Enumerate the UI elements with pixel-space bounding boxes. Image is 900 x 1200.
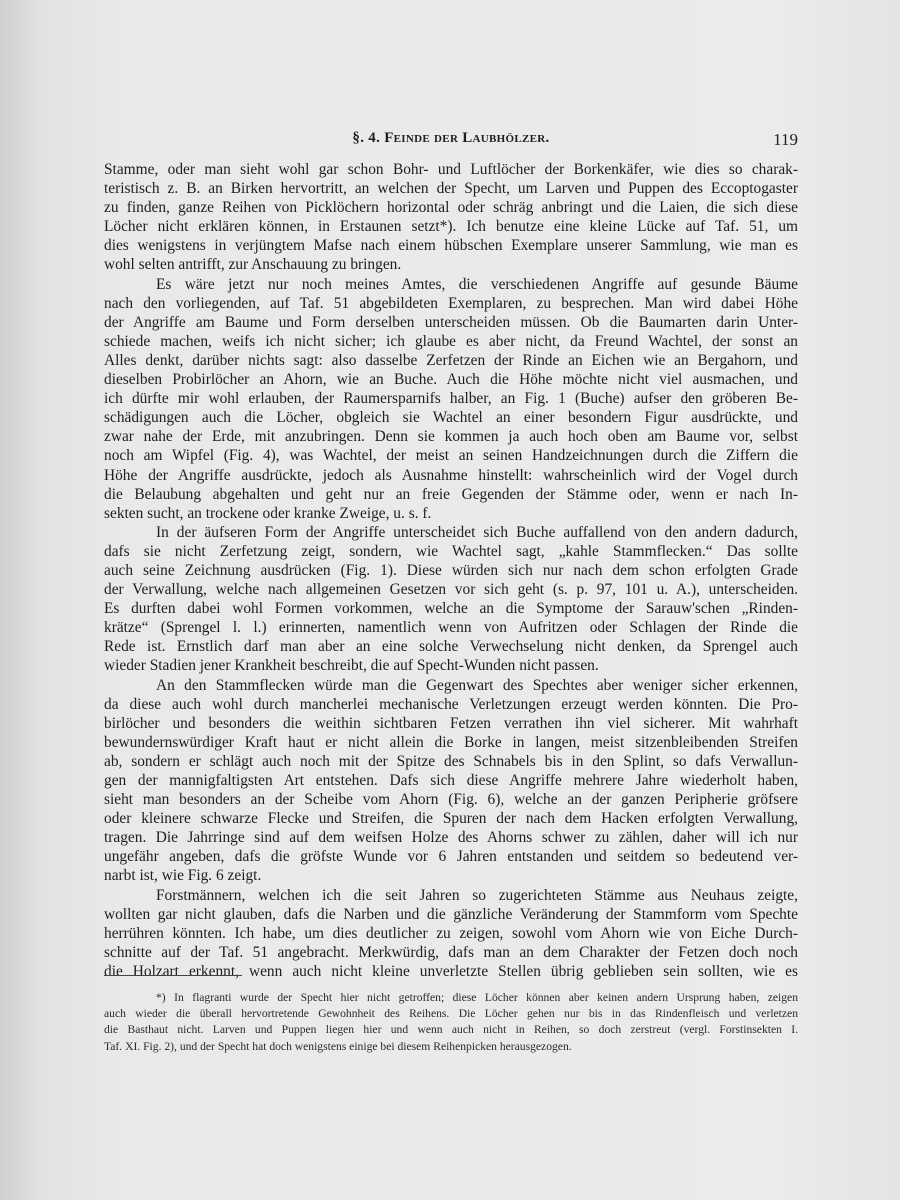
text-line: wohl selten antrifft, zur Anschauung zu bringen. [104, 256, 402, 274]
footnote-line: die Basthaut nicht. Larven und Puppen liegen hier und wenn auch nicht in Reihen, so doch zerstreut (vergl. Forstinsekten I. [104, 1023, 798, 1037]
text-line: ich dürfte mir wohl erlauben, der Raumersparnifs halber, an Fig. 1 (Buche) aufser den gröberen Be- [104, 390, 798, 408]
text-line: Forstmännern, welchen ich die seit Jahren so zugerichteten Stämme aus Neuhaus zeigte, [156, 886, 798, 904]
text-line: In der äufseren Form der Angriffe unterscheidet sich Buche auffallend von den andern dadurch, [156, 523, 798, 541]
text-line: zu finden, ganze Reihen von Picklöchern horizontal oder schräg anbringt und die Laien, die sich diese [104, 199, 798, 217]
text-line: die Holzart erkennt, wenn auch nicht kleine unverletzte Stellen übrig geblieben sein sollten, wie es [104, 962, 798, 980]
text-line: dies wenigstens in verjüngtem Mafse nach einem hübschen Exemplare unserer Sammlung, wie man es [104, 237, 798, 255]
text-line: wollten gar nicht glauben, dafs die Narben und die gänzliche Veränderung der Stammform vom Spechte [104, 905, 798, 923]
footnote-line: Taf. XI. Fig. 2), und der Specht hat doch wenigstens einige bei diesem Reihenpicken herausgezogen. [104, 1039, 572, 1053]
text-line: zwar nahe der Erde, mit anzubringen. Denn sie kommen ja auch hoch oben am Baume vor, selbst [104, 428, 798, 446]
text-line: herrühren könnten. Ich habe, um dies deutlicher zu zeigen, sowohl vom Ahorn wie von Eiche Durch- [104, 924, 798, 942]
text-line: Es wäre jetzt nur noch meines Amtes, die verschiedenen Angriffe auf gesunde Bäume [156, 275, 798, 293]
footnote-rule [104, 975, 242, 976]
text-line: teristisch z. B. an Birken hervortritt, an welchen der Specht, um Larven und Puppen des Eccoptogaster [104, 180, 798, 198]
body-text [104, 160, 798, 981]
text-line: noch am Wipfel (Fig. 4), was Wachtel, der meist an seinen Handzeichnungen durch die Ziffern die [104, 447, 798, 465]
text-line: schiede machen, weifs ich nicht sicher; ich glaube es aber nicht, da Freund Wachtel, der sonst an [104, 332, 798, 350]
running-header [104, 130, 798, 152]
section-title: §. 4. Feinde der Laubhölzer. [352, 130, 550, 146]
text-line: nach den vorliegenden, auf Taf. 51 abgebildeten Exemplaren, zu besprechen. Man wird dabei Höhe [104, 294, 798, 312]
text-line: schädigungen auch die Löcher, obgleich sie Wachtel an einer besondern Figur ausdrückte, und [104, 409, 798, 427]
text-line: krätze“ (Sprengel l. l.) erinnerten, namentlich wenn von Aufritzen oder Schlagen der Rinde die [104, 619, 798, 637]
text-line: Rede ist. Ernstlich darf man aber an eine solche Verwechselung nicht denken, da Sprengel auch [104, 638, 798, 656]
text-line: der Angriffe am Baume und Form derselben unterscheiden müssen. Ob die Baumarten darin Unter- [104, 313, 798, 331]
text-line: Alles denkt, darüber nichts sagt: also dasselbe Zerfetzen der Rinde an Eichen wie an Bergahorn, und [104, 351, 798, 369]
text-line: der Verwallung, welche nach allgemeinen Gesetzen vor sich geht (s. p. 97, 101 u. A.), unterscheiden. [104, 581, 798, 599]
page-number: 119 [773, 130, 798, 149]
text-line: da diese auch wohl durch mancherlei mechanische Verletzungen erzeugt werden könnten. Die Pro- [104, 695, 798, 713]
text-line: oder kleinere schwarze Flecke und Streifen, die Spuren der nach dem Hacken erfolgten Verwallung, [104, 810, 798, 828]
text-line: Löcher nicht erklären können, in Erstaunen setzt*). Ich benutze eine kleine Lücke auf Taf. 51, um [104, 218, 798, 236]
footnote-line: auch wieder die überall hervortretende Gewohnheit des Reihens. Die Löcher gehen nur bis in das Rindenfleisch und verletzen [104, 1007, 798, 1021]
text-line: tragen. Die Jahrringe sind auf dem weifsen Holze des Ahorns schwer zu zählen, daher will ich nur [104, 829, 798, 847]
text-line: dafs sie nicht Zerfetzung zeigt, sondern, wie Wachtel sagt, „kahle Stammflecken.“ Das sollte [104, 542, 798, 560]
text-line: An den Stammflecken würde man die Gegenwart des Spechtes aber weniger sicher erkennen, [156, 676, 798, 694]
text-line: schnitte auf der Taf. 51 angebracht. Merkwürdig, dafs man an dem Charakter der Fetzen doch noch [104, 943, 798, 961]
footnote [104, 990, 798, 1055]
text-line: bewundernswürdiger Kraft haut er nicht allein die Borke in langen, meist sitzenbleibenden Streifen [104, 733, 798, 751]
text-line: Es durften dabei wohl Formen vorkommen, welche an die Symptome der Sarauw'schen „Rinden- [104, 600, 798, 618]
text-line: dieselben Probirlöcher an Ahorn, wie an Buche. Auch die Höhe möchte nicht viel ausmachen, und [104, 371, 798, 389]
text-line: sekten sucht, an trockene oder kranke Zweige, u. s. f. [104, 504, 432, 522]
text-line: Stamme, oder man sieht wohl gar schon Bohr- und Luftlöcher der Borkenkäfer, wie dies so charak- [104, 161, 798, 178]
text-line: wieder Stadien jener Krankheit beschreibt, die auf Specht-Wunden nicht passen. [104, 657, 599, 675]
text-line: die Belaubung abgehalten und geht nur an freie Gegenden der Stämme oder, wenn er nach In- [104, 485, 798, 503]
footnote-line: *) In flagranti wurde der Specht hier nicht getroffen; diese Löcher können aber keinen andern Ursprung haben, zeigen [156, 991, 798, 1004]
text-line: Höhe der Angriffe ausdrückte, jedoch als Ausnahme hinstellt: wahrscheinlich wird der Vogel durch [104, 466, 798, 484]
text-line: ab, sondern er schlägt auch noch mit der Spitze des Schnabels bis in den Splint, so dafs Verwallun- [104, 752, 798, 770]
text-line: auch seine Zeichnung ausdrücken (Fig. 1). Diese würden sich nur nach dem schon erfolgten Grade [104, 561, 798, 579]
text-line: gen der mannigfaltigsten Art entstehen. Dafs sich diese Angriffe mehrere Jahre wiederholt haben, [104, 772, 798, 789]
text-line: sieht man besonders an der Scheibe vom Ahorn (Fig. 6), welche an der ganzen Peripherie gröfsere [104, 791, 798, 809]
text-line: narbt ist, wie Fig. 6 zeigt. [104, 867, 262, 885]
text-line: ungefähr angeben, dafs die gröfste Wunde vor 6 Jahren entstanden und seitdem so bedeutend ver- [104, 848, 798, 866]
text-line: birlöcher und besonders die weithin sichtbaren Fetzen verrathen ihn viel sicherer. Mit wahrhaft [104, 714, 798, 732]
